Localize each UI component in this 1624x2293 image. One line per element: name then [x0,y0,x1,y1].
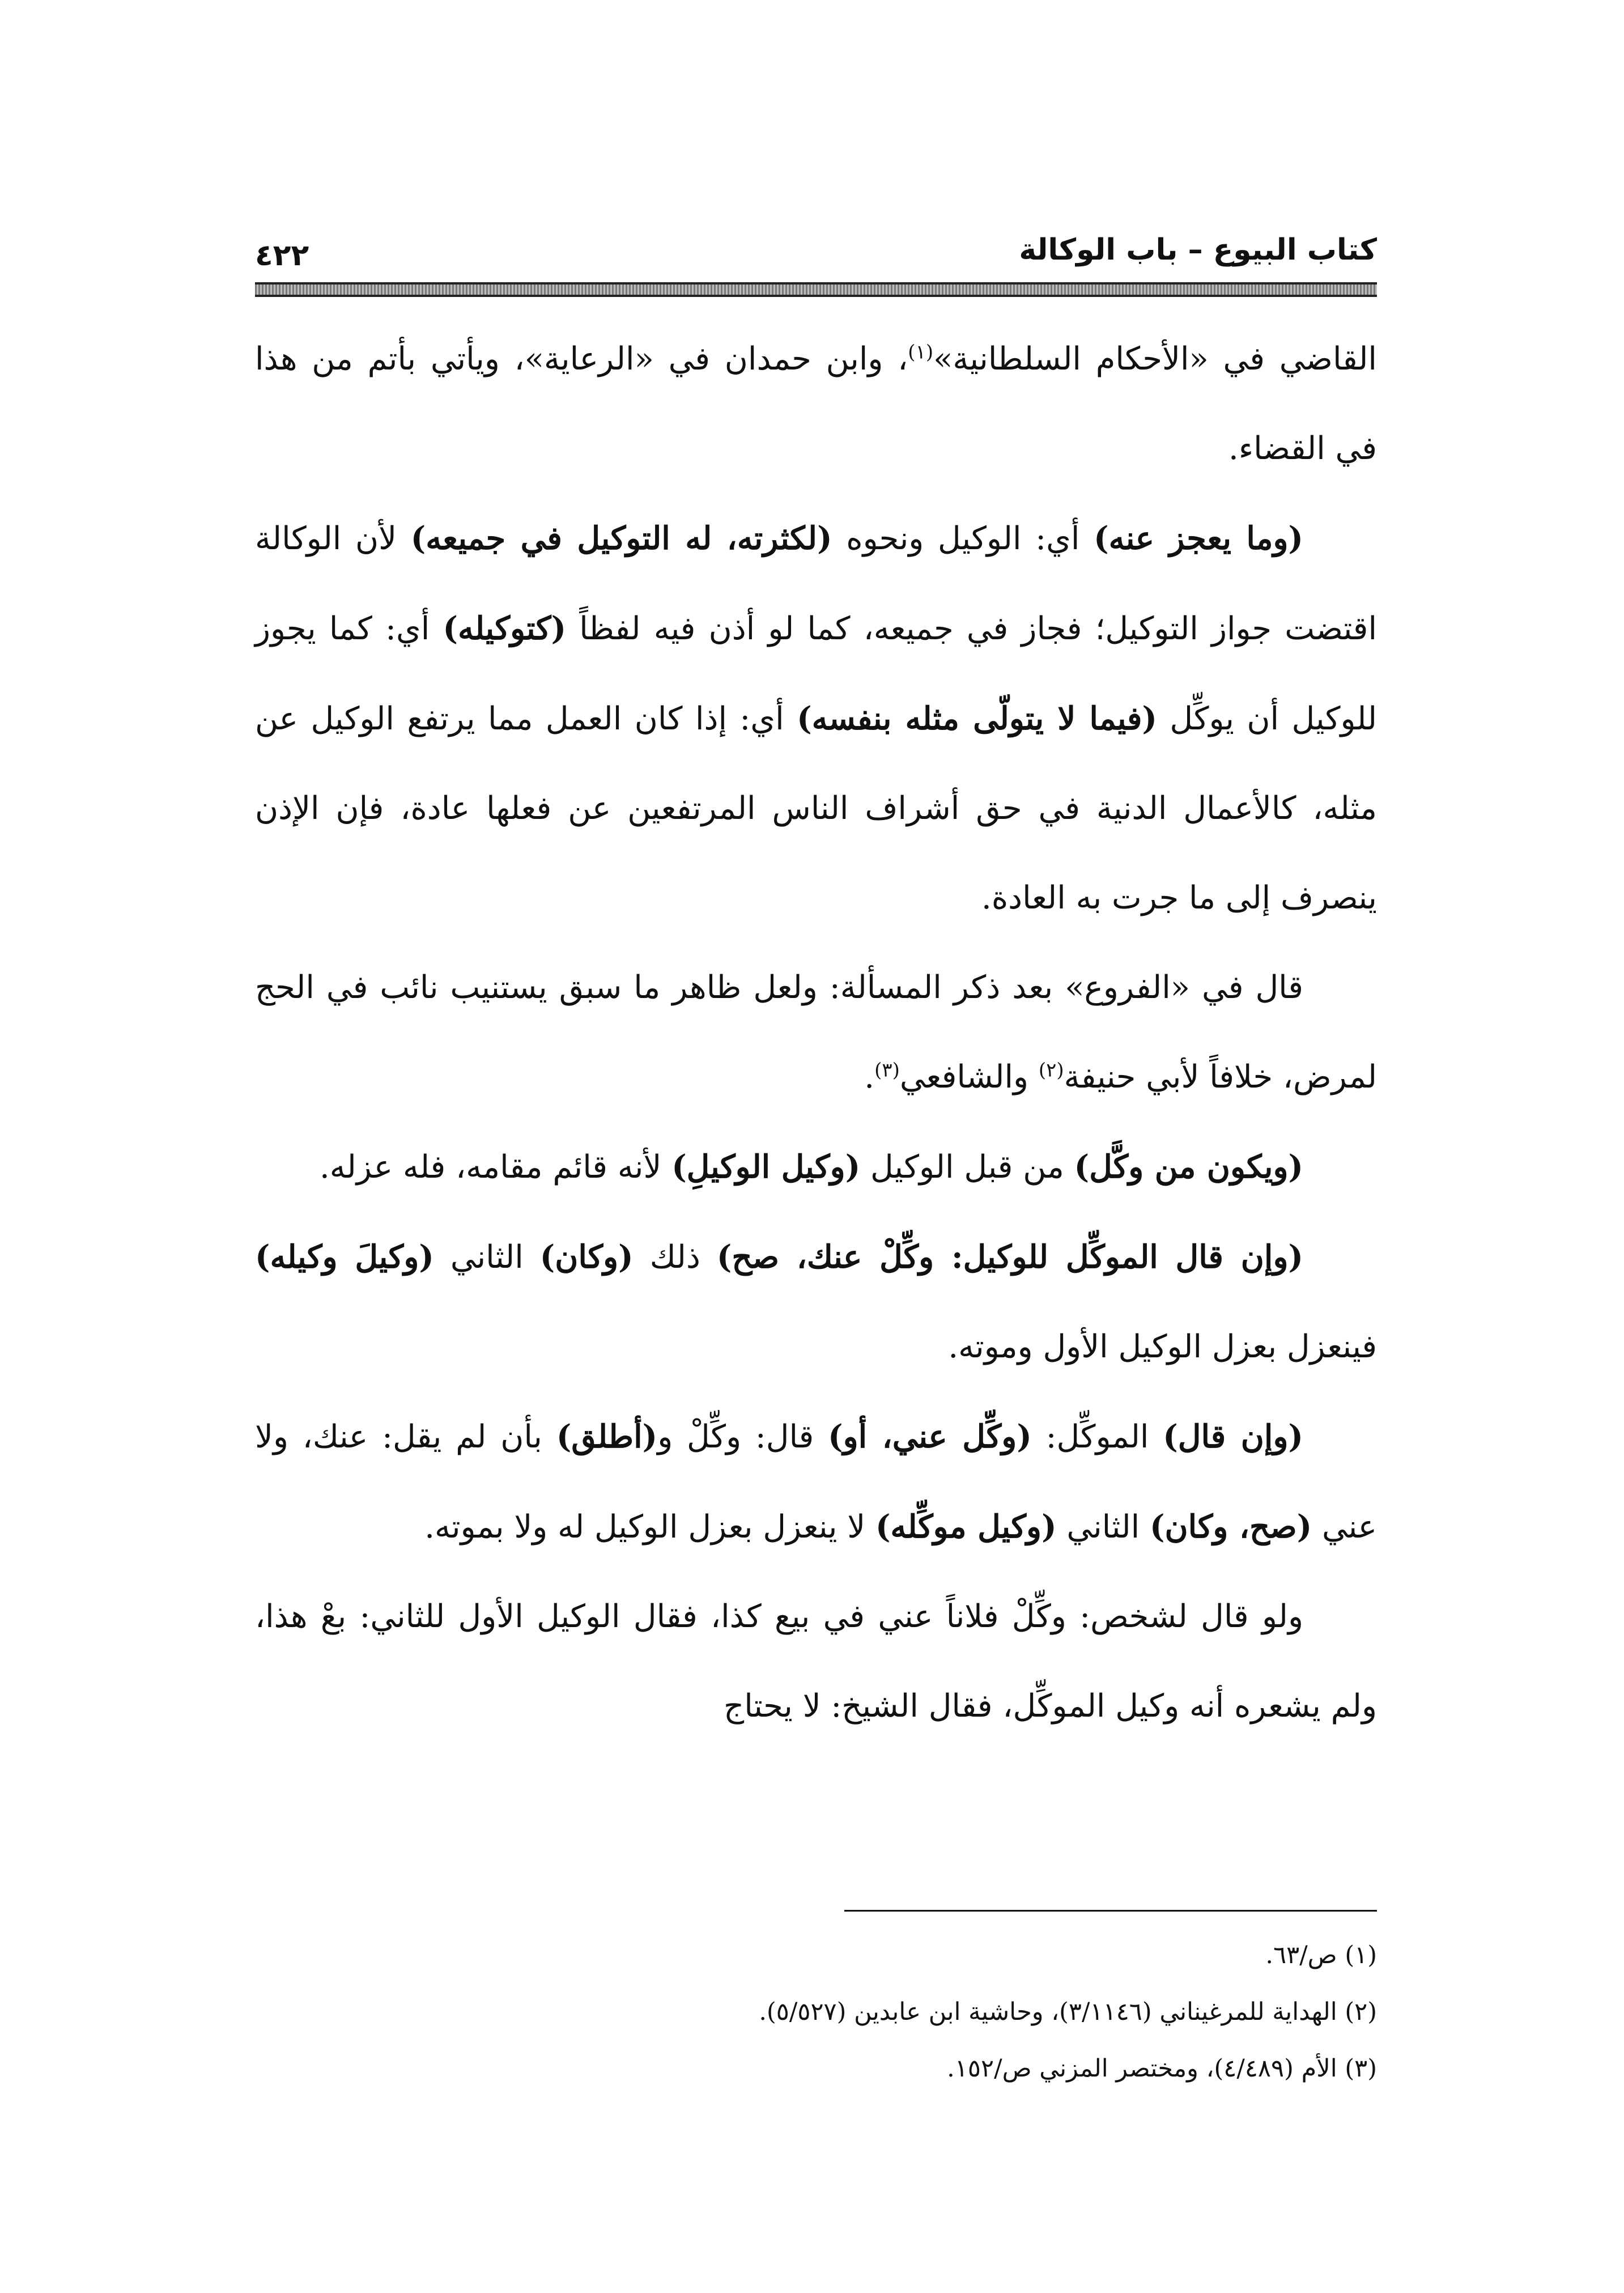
matn-text: (وكيل الوكيلِ) [671,1148,861,1186]
commentary-text: أي: إذا كان العمل مما يرتفع الوكيل عن مثله، كالأعمال الدنية في حق أشراف الناس المرتفعين عن فعلها عادة، فإن الإذن ينصرف إلى ما جرت به العادة. [255,700,1377,916]
matn-text: (صح، وكان) [1150,1508,1312,1545]
paragraph [255,1122,1377,1212]
commentary-text: بأن لم يقل: عنك، ولا عني [255,1419,1377,1545]
footnote-reference: (٢) [1038,1059,1064,1082]
page-header [255,230,1377,273]
page-number: ٤٢٢ [255,239,309,273]
commentary-text: قال في «الفروع» بعد ذكر المسألة: ولعل ظاهر ما سبق يستنيب نائب في الحج لمرض، خلافاً لأبي حنيفة [255,969,1377,1095]
matn-text: (لكثرته، له التوكيل في جميعه) [410,520,832,557]
commentary-text: القاضي في «الأحكام السلطانية» [933,341,1377,377]
matn-text: (وما يعجز عنه) [1094,520,1303,557]
paragraph [255,943,1377,1122]
paragraph [255,1572,1377,1751]
commentary-text: الثاني [1056,1509,1150,1545]
footnotes [255,1927,1377,2097]
commentary-text: أي: الوكيل ونحوه [832,520,1094,557]
matn-text: (وكان) [539,1238,634,1276]
footnote-3: (٣) الأم (٤/٤٨٩)، ومختصر المزني ص/١٥٢. [947,2054,1377,2083]
commentary-text: ، وابن حمدان في «الرعاية»، ويأتي بأتم من هذا في القضاء. [255,341,1377,467]
commentary-text: لأنه قائم مقامه، فله عزله. [319,1149,672,1186]
footnote-2: (٢) الهداية للمرغيناني (٣/١١٤٦)، وحاشية ابن عابدين (٥/٥٢٧). [759,1998,1377,2026]
header-divider [255,282,1377,297]
commentary-text: من قبل الوكيل [860,1149,1074,1186]
commentary-text: ذلك [633,1239,717,1276]
commentary-text: أي: كما يجوز للوكيل أن يوكِّل [255,610,1378,737]
commentary-text: ولو قال لشخص: وكِّلْ فلاناً عني في بيع كذا، فقال الوكيل الأول للثاني: بعْ هذا، ولم يشعره أنه وكيل الموكِّل، فقال الشيخ: لا يحتاج [255,1598,1377,1725]
commentary-text: . [864,1059,875,1095]
matn-text: (كتوكيله) [443,610,567,647]
commentary-text: الثاني [433,1239,540,1276]
paragraph [255,1212,1377,1392]
commentary-text: قال: وكِّلْ و [657,1419,828,1455]
matn-text: (فيما لا يتولّى مثله بنفسه) [797,700,1157,737]
paragraph [255,315,1377,494]
commentary-text: والشافعي [899,1059,1039,1095]
footnote-1: (١) ص/٦٣. [1265,1941,1377,1969]
commentary-text: الموكِّل: [1031,1419,1163,1455]
commentary-text: فينعزل بعزل الوكيل الأول وموته. [948,1328,1377,1365]
matn-text: (وإن قال) [1163,1418,1304,1455]
matn-text: (وإن قال الموكِّل للوكيل: وكِّلْ عنك، صح) [716,1238,1303,1276]
commentary-text: لا ينعزل بعزل الوكيل له ولا بموته. [424,1509,875,1545]
footnote-divider [844,1910,1377,1912]
paragraph [255,494,1377,943]
commentary-text: لأن الوكالة اقتضت جواز التوكيل؛ فجاز في جميعه، كما لو أذن فيه لفظاً [255,520,1378,647]
footnote-reference: (٣) [874,1059,900,1082]
footnote-reference: (١) [908,341,934,364]
matn-text: (وكِّل عني، أو) [828,1418,1032,1455]
matn-text: (وكيلَ وكيله) [255,1238,434,1276]
matn-text: (ويكون من وكَّل) [1074,1148,1303,1186]
running-title: كتاب البيوع – باب الوكالة [1019,233,1377,267]
matn-text: (وكيل موكِّله) [875,1508,1057,1545]
matn-text: (أطلق) [556,1418,658,1455]
paragraph [255,1392,1377,1572]
main-text [255,315,1377,1751]
